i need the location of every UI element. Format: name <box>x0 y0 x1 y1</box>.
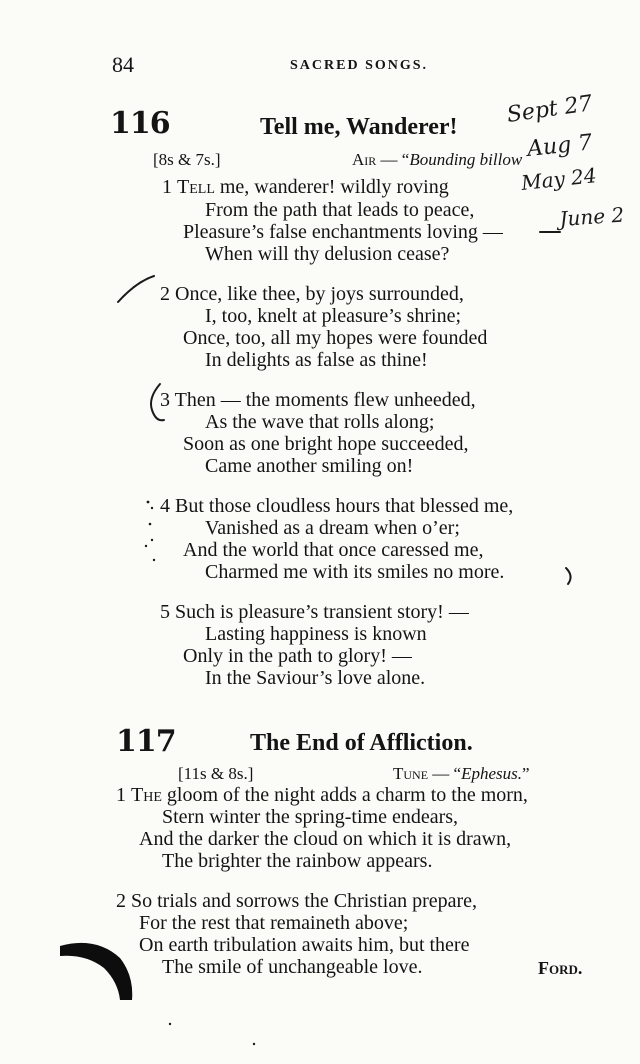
verse-line: Lasting happiness is known <box>205 623 427 645</box>
verse-line <box>116 890 477 913</box>
date-annotation: Sept 27 <box>505 91 595 128</box>
verse-line: As the wave that rolls along; <box>205 411 435 433</box>
verse-number: 1 <box>162 176 172 198</box>
date-annotation: June 2 <box>558 202 625 231</box>
verse-line: In delights as false as thine! <box>205 349 428 371</box>
verse-line: For the rest that remaineth above; <box>139 912 409 934</box>
hymn-tune <box>393 764 530 784</box>
verse-line <box>116 784 528 807</box>
verse-line <box>160 601 469 624</box>
hymn-number: 117 <box>116 724 176 759</box>
tune-label: Tune — “ <box>393 764 462 783</box>
air-tune: Bounding billow <box>409 150 523 169</box>
hymn-number: 116 <box>110 106 170 141</box>
verse-first-line: Such is pleasure’s transient story! — <box>175 601 469 623</box>
tune-name: Ephesus. <box>461 764 523 783</box>
verse-first-line: Once, like thee, by joys surrounded, <box>175 283 464 305</box>
verse-line: Only in the path to glory! — <box>183 645 412 667</box>
verse-first-rest: me, wanderer! wildly roving <box>214 176 449 198</box>
verse-line: Stern winter the spring-time endears, <box>162 806 459 828</box>
verse-line <box>160 495 513 518</box>
end-mark-verse-4 <box>566 568 571 584</box>
ink-blot <box>60 943 132 1000</box>
verse-line: In the Saviour’s love alone. <box>205 667 426 689</box>
date-annotation: Aug 7 <box>526 130 594 162</box>
verse-line: On earth tribulation awaits him, but there <box>139 934 470 956</box>
verse-line <box>160 389 476 412</box>
verse-line: And the darker the cloud on which it is drawn, <box>139 828 512 850</box>
running-head <box>0 52 640 82</box>
verse-line: The smile of unchangeable love. <box>162 956 423 978</box>
verse-line: When will thy delusion cease? <box>205 243 450 265</box>
handwritten-dates <box>505 91 625 231</box>
verse-number: 3 <box>160 389 170 411</box>
hymn-meter: [11s & 8s.] <box>178 764 254 783</box>
verse-line: And the world that once caressed me, <box>183 539 484 561</box>
air-label: Air — “ <box>352 150 410 169</box>
verse-number: 2 <box>160 283 170 305</box>
verse-number: 4 <box>160 495 170 517</box>
verse-line: Came another smiling on! <box>205 455 414 477</box>
verse-first-line: So trials and sorrows the Christian prepare, <box>131 890 478 912</box>
verse-first-rest: gloom of the night adds a charm to the morn, <box>161 784 528 806</box>
date-annotation: May 24 <box>520 163 598 195</box>
verse-line: From the path that leads to peace, <box>205 199 475 221</box>
verse-number: 1 <box>116 784 126 806</box>
verse-number: 2 <box>116 890 126 912</box>
hymn-title: The End of Affliction. <box>250 730 473 756</box>
running-title: SACRED SONGS. <box>290 58 429 73</box>
hymn-meter: [8s & 7s.] <box>153 150 221 169</box>
verse-line: The brighter the rainbow appears. <box>162 850 433 872</box>
verse-line: Vanished as a dream when o’er; <box>205 517 460 539</box>
verse-first-word: The <box>131 784 162 806</box>
verse-number: 5 <box>160 601 170 623</box>
tune-close: ” <box>522 764 530 783</box>
verse-line: Charmed me with its smiles no more. <box>205 561 505 583</box>
hymn-title: Tell me, Wanderer! <box>260 114 458 140</box>
author-name: Ford. <box>538 958 583 978</box>
verse-line: Pleasure’s false enchantments loving — <box>183 221 503 243</box>
verse-first-line: Then — the moments flew unheeded, <box>174 389 476 411</box>
margin-stroke-verse-2 <box>118 276 154 302</box>
verse-line: Soon as one bright hope succeeded, <box>183 433 469 455</box>
verse-line <box>160 283 464 306</box>
verse-line: Once, too, all my hopes were founded <box>183 327 488 349</box>
verse-line: I, too, knelt at pleasure’s shrine; <box>205 305 462 327</box>
hymn-air <box>352 150 522 170</box>
verse-first-word: Tell <box>177 176 215 198</box>
page-number: 84 <box>112 52 134 77</box>
verse-first-line: But those cloudless hours that blessed me, <box>175 495 514 517</box>
verse-line <box>162 176 449 199</box>
